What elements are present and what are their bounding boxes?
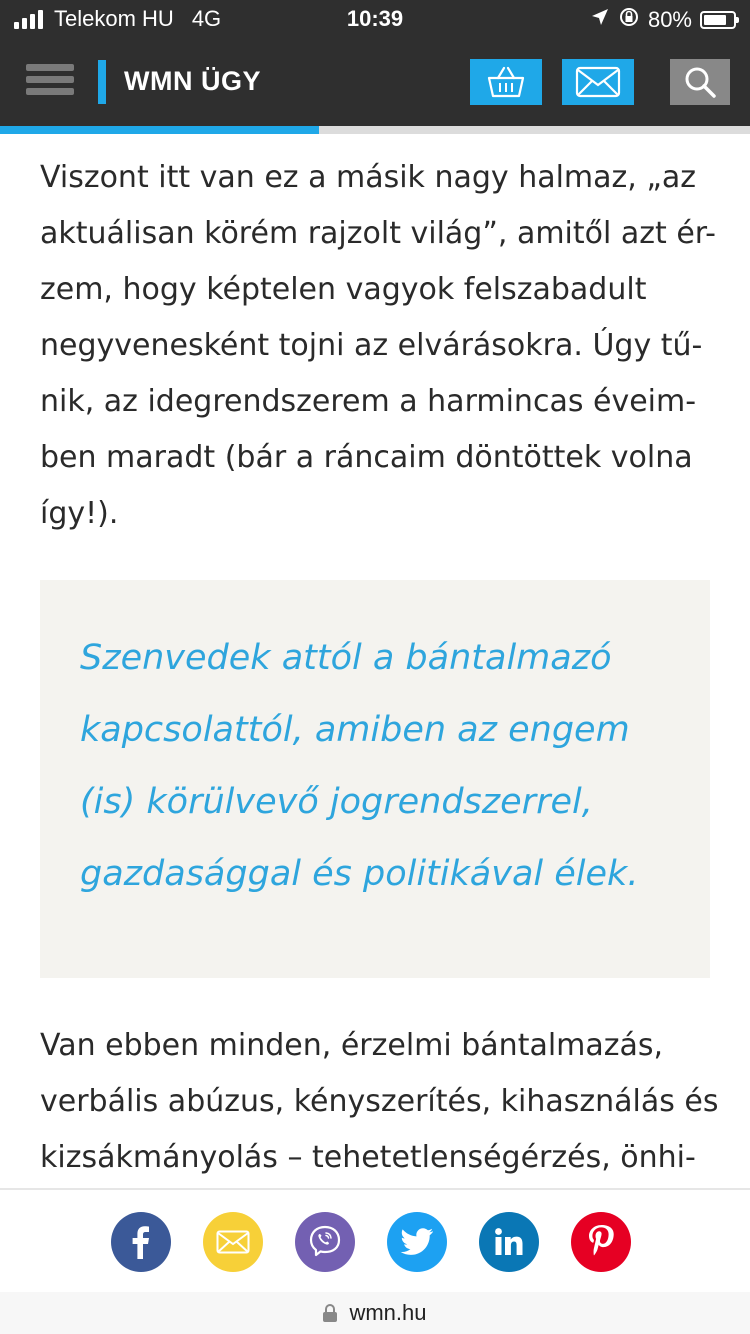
battery-icon bbox=[700, 11, 736, 29]
share-email-button[interactable] bbox=[203, 1212, 263, 1272]
reading-progress-bar bbox=[0, 126, 750, 134]
share-bar bbox=[0, 1188, 750, 1292]
browser-url-bar[interactable] bbox=[0, 1292, 750, 1334]
email-icon bbox=[216, 1230, 250, 1254]
battery-percentage: 80% bbox=[647, 7, 692, 32]
basket-icon bbox=[486, 65, 526, 99]
paragraph-line: negyvenesként tojni az elvárásokra. Úgy tű- bbox=[40, 328, 703, 363]
url-domain: wmn.hu bbox=[349, 1300, 427, 1325]
pinterest-icon bbox=[586, 1224, 616, 1260]
title-accent-bar bbox=[98, 60, 106, 104]
paragraph-line: Viszont itt van ez a másik nagy halmaz, „az bbox=[40, 160, 697, 195]
pull-quote-line: kapcsolattól, amiben az engem bbox=[80, 710, 630, 750]
basket-button[interactable] bbox=[470, 59, 542, 105]
paragraph-line: aktuálisan körém rajzolt világ”, amitől azt ér- bbox=[40, 216, 717, 251]
share-pinterest-button[interactable] bbox=[571, 1212, 631, 1272]
share-facebook-button[interactable] bbox=[111, 1212, 171, 1272]
newsletter-button[interactable] bbox=[562, 59, 634, 105]
pull-quote-text bbox=[80, 622, 638, 910]
paragraph-line: verbális abúzus, kényszerítés, kihasználás és bbox=[40, 1084, 719, 1119]
lock-icon bbox=[323, 1304, 337, 1322]
paragraph-line: így!). bbox=[40, 496, 119, 531]
twitter-icon bbox=[400, 1228, 434, 1256]
site-header bbox=[0, 40, 750, 126]
status-right bbox=[590, 6, 736, 34]
article-paragraph bbox=[40, 1018, 719, 1186]
article-paragraph bbox=[40, 150, 717, 542]
reading-progress-fill bbox=[0, 126, 319, 134]
rotation-lock-icon bbox=[618, 6, 640, 34]
status-time: 10:39 bbox=[346, 6, 404, 31]
section-title: WMN ÜGY bbox=[124, 66, 261, 96]
search-icon bbox=[683, 65, 717, 99]
paragraph-line: Van ebben minden, érzelmi bántalmazás, bbox=[40, 1028, 664, 1063]
pull-quote bbox=[40, 580, 710, 978]
paragraph-line: ben maradt (bár a ráncaim döntöttek volna bbox=[40, 440, 693, 475]
pull-quote-line: Szenvedek attól a bántalmazó bbox=[80, 638, 612, 678]
linkedin-icon bbox=[494, 1227, 524, 1257]
hamburger-menu-icon[interactable] bbox=[26, 64, 74, 102]
envelope-icon bbox=[575, 66, 621, 98]
status-bar bbox=[0, 0, 750, 40]
network-type: 4G bbox=[191, 6, 222, 31]
paragraph-line: kizsákmányolás – tehetetlenségérzés, önhi- bbox=[40, 1140, 696, 1175]
share-linkedin-button[interactable] bbox=[479, 1212, 539, 1272]
facebook-icon bbox=[126, 1225, 156, 1259]
paragraph-line: nik, az idegrendszerem a harmincas éveim- bbox=[40, 384, 697, 419]
pull-quote-line: gazdasággal és politikával élek. bbox=[80, 854, 639, 894]
share-twitter-button[interactable] bbox=[387, 1212, 447, 1272]
location-arrow-icon bbox=[590, 7, 610, 33]
search-button[interactable] bbox=[670, 59, 730, 105]
paragraph-line: zem, hogy képtelen vagyok felszabadult bbox=[40, 272, 647, 307]
viber-icon bbox=[307, 1224, 343, 1260]
carrier-name: Telekom HU bbox=[54, 6, 174, 31]
share-viber-button[interactable] bbox=[295, 1212, 355, 1272]
pull-quote-line: (is) körülvevő jogrendszerrel, bbox=[80, 782, 593, 822]
